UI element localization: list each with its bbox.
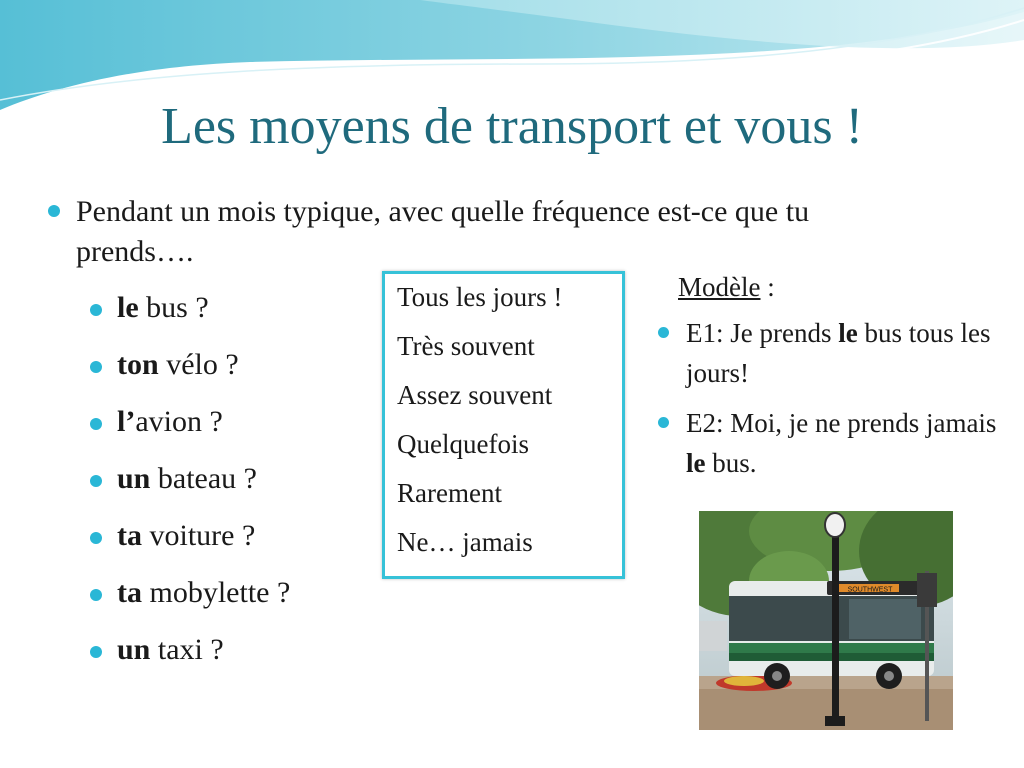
transport-item — [90, 396, 380, 453]
bullet-dot — [90, 475, 102, 487]
transport-noun: bus ? — [138, 291, 209, 324]
example-text: bus tous les jours! — [686, 318, 991, 388]
transport-list — [90, 282, 380, 681]
frequency-item: Ne… jamais — [397, 527, 533, 557]
bullet-dot — [90, 304, 102, 316]
question-bullet — [48, 192, 928, 272]
example-bold: le — [838, 318, 858, 348]
transport-article: un — [117, 462, 151, 495]
bullet-dot — [658, 327, 669, 338]
frequency-item: Quelquefois — [397, 429, 529, 459]
transport-article: ton — [117, 348, 159, 381]
bullet-dot — [48, 205, 60, 217]
transport-noun: vélo ? — [158, 348, 239, 381]
transport-noun: voiture ? — [142, 519, 256, 552]
transport-item — [90, 453, 380, 510]
model-colon: : — [760, 272, 775, 302]
bullet-dot — [90, 532, 102, 544]
bullet-dot — [90, 646, 102, 658]
bullet-dot — [658, 417, 669, 428]
transport-article: ta — [117, 576, 142, 609]
slide-title: Les moyens de transport et vous ! — [161, 98, 863, 155]
bullet-dot — [90, 361, 102, 373]
bus-photo — [699, 511, 953, 730]
transport-item — [90, 510, 380, 567]
question-text: Pendant un mois typique, avec quelle fréquence est-ce que tu prends…. — [76, 195, 810, 268]
transport-item — [90, 624, 380, 681]
frequency-item: Tous les jours ! — [397, 282, 563, 312]
transport-article: ta — [117, 519, 142, 552]
transport-article: l’ — [117, 405, 136, 438]
frequency-item: Assez souvent — [397, 380, 553, 410]
frequency-item: Très souvent — [397, 331, 535, 361]
example-text: E2: Moi, je ne prends jamais — [686, 408, 997, 438]
bullet-dot — [90, 589, 102, 601]
model-example — [678, 313, 1008, 393]
model-label: Modèle — [678, 272, 761, 302]
model-example — [678, 403, 1008, 483]
transport-noun: taxi ? — [150, 633, 224, 666]
transport-item — [90, 339, 380, 396]
bus-sign: SOUTHWEST — [847, 586, 893, 594]
frequency-item: Rarement — [397, 478, 502, 508]
bullet-dot — [90, 418, 102, 430]
example-text: E1: Je prends — [686, 318, 839, 348]
transport-noun: bateau ? — [150, 462, 257, 495]
transport-article: un — [117, 633, 151, 666]
transport-article: le — [117, 291, 139, 324]
frequency-box — [382, 271, 625, 579]
transport-noun: mobylette ? — [142, 576, 291, 609]
transport-item — [90, 567, 380, 624]
model-heading — [678, 272, 1008, 303]
example-text: bus. — [705, 448, 757, 478]
transport-noun: avion ? — [135, 405, 223, 438]
example-bold: le — [686, 448, 706, 478]
model-section — [678, 272, 1008, 483]
transport-item — [90, 282, 380, 339]
